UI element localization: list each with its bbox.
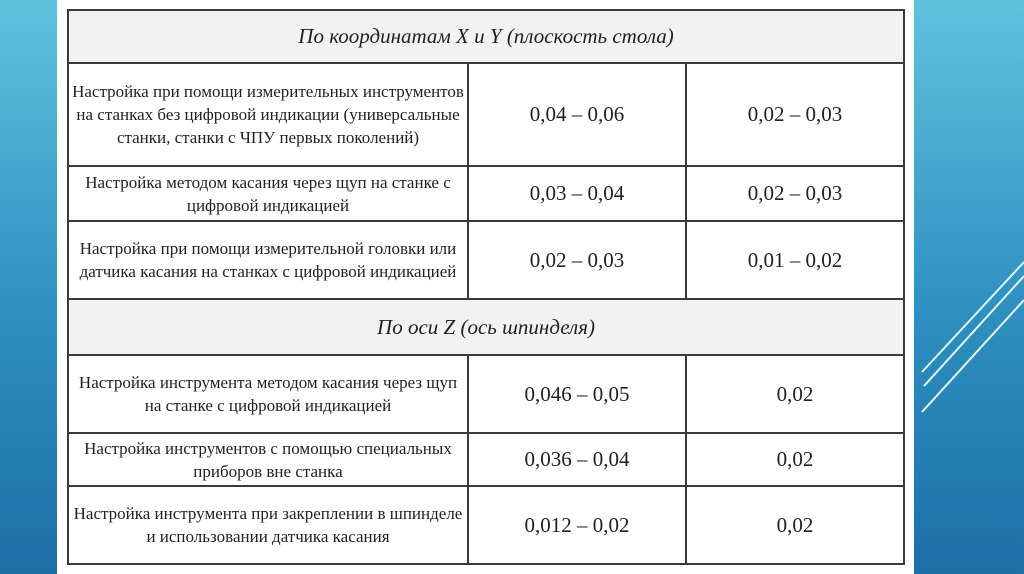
method-cell: Настройка при помощи измерительных инструментов на станках без цифровой индикации (универсальные станки, станки с ЧПУ первых поколений) bbox=[68, 63, 468, 166]
value-cell-2: 0,02 – 0,03 bbox=[686, 63, 904, 166]
value-cell-1: 0,012 – 0,02 bbox=[468, 486, 686, 564]
method-cell: Настройка инструмента методом касания через щуп на станке с цифровой индикацией bbox=[68, 355, 468, 433]
table-row bbox=[68, 433, 904, 486]
value-cell-1: 0,03 – 0,04 bbox=[468, 166, 686, 221]
section-title-xy: По координатам X и Y (плоскость стола) bbox=[68, 10, 904, 63]
section-header-row bbox=[68, 299, 904, 355]
value-cell-2: 0,02 bbox=[686, 433, 904, 486]
table-row bbox=[68, 486, 904, 564]
value-cell-1: 0,04 – 0,06 bbox=[468, 63, 686, 166]
table-row bbox=[68, 221, 904, 299]
accuracy-table bbox=[67, 9, 905, 565]
table-row bbox=[68, 355, 904, 433]
method-cell: Настройка методом касания через щуп на станке с цифровой индикацией bbox=[68, 166, 468, 221]
table-row bbox=[68, 63, 904, 166]
value-cell-1: 0,02 – 0,03 bbox=[468, 221, 686, 299]
value-cell-2: 0,02 bbox=[686, 355, 904, 433]
value-cell-1: 0,036 – 0,04 bbox=[468, 433, 686, 486]
section-title-z: По оси Z (ось шпинделя) bbox=[68, 299, 904, 355]
value-cell-2: 0,02 bbox=[686, 486, 904, 564]
section-header-row bbox=[68, 10, 904, 63]
table-row bbox=[68, 166, 904, 221]
method-cell: Настройка инструментов с помощью специальных приборов вне станка bbox=[68, 433, 468, 486]
method-cell: Настройка инструмента при закреплении в шпинделе и использовании датчика касания bbox=[68, 486, 468, 564]
value-cell-2: 0,02 – 0,03 bbox=[686, 166, 904, 221]
value-cell-1: 0,046 – 0,05 bbox=[468, 355, 686, 433]
method-cell: Настройка при помощи измерительной головки или датчика касания на станках с цифровой индикацией bbox=[68, 221, 468, 299]
value-cell-2: 0,01 – 0,02 bbox=[686, 221, 904, 299]
